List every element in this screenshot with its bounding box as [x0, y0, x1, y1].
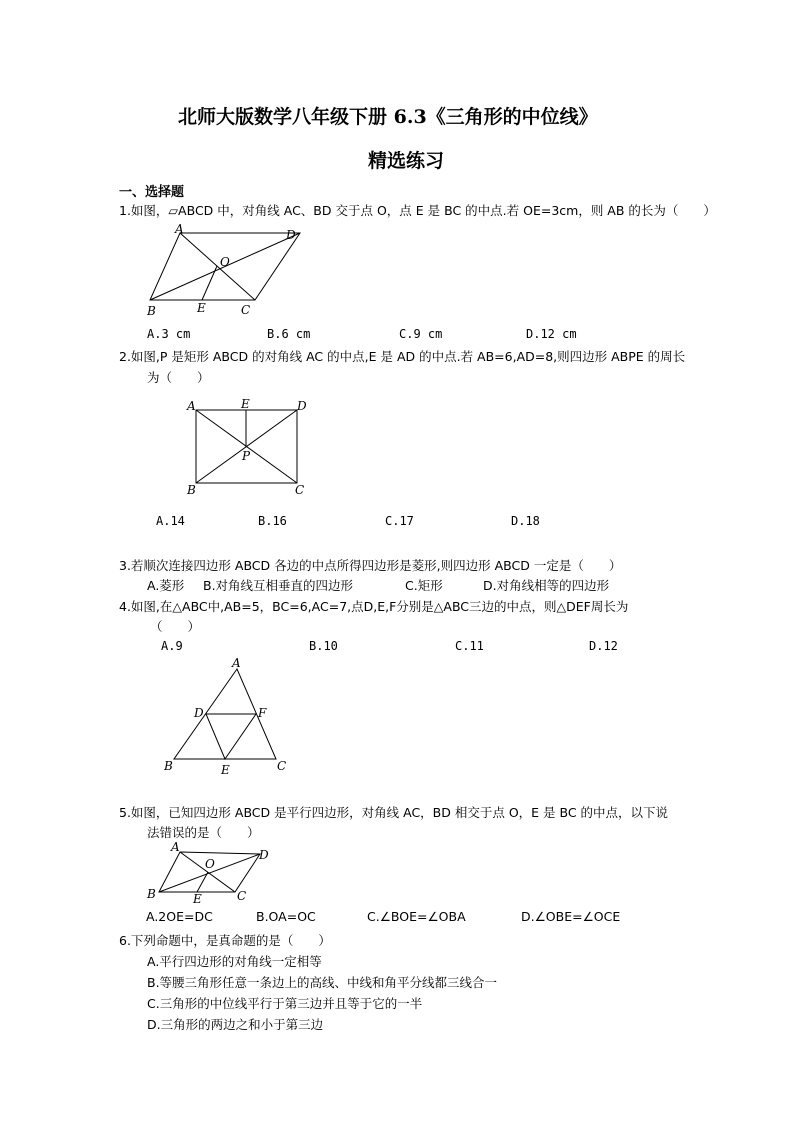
q4-option-d: D.12	[589, 639, 618, 653]
question-5-stem-line-2: 法错误的是（ ）	[147, 825, 260, 840]
label-f: F	[258, 706, 267, 720]
label-o: O	[220, 255, 230, 269]
label-b: B	[147, 304, 156, 318]
q2-option-c: C.17	[385, 514, 414, 528]
diagonal-ac	[180, 233, 255, 300]
q6-option-b: B.等腰三角形任意一条边上的高线、中线和角平分线都三线合一	[147, 975, 498, 990]
q5-option-c: C.∠BOE=∠OBA	[367, 909, 466, 924]
label-e: E	[193, 892, 202, 906]
question-2-stem-line-1: 2.如图,P 是矩形 ABCD 的对角线 AC 的中点,E 是 AD 的中点.若 AB=6,AD=8,则四边形 ABPE 的周长	[119, 349, 686, 364]
question-4-stem-line-2: （ ）	[150, 619, 201, 634]
label-d: D	[194, 706, 204, 720]
question-4-figure	[160, 655, 295, 780]
q3-option-a: A.菱形	[147, 578, 185, 593]
q5-option-b: B.OA=OC	[256, 909, 316, 924]
q4-option-c: C.11	[455, 639, 484, 653]
label-e: E	[221, 763, 230, 777]
question-5-stem-line-1: 5.如图，已知四边形 ABCD 是平行四边形，对角线 AC，BD 相交于点 O，E 是 BC 的中点，以下说	[119, 805, 669, 820]
q1-option-d: D.12 cm	[526, 327, 577, 341]
triangle-def	[206, 714, 256, 759]
segment-oe	[197, 872, 208, 892]
label-a: A	[187, 399, 196, 413]
q3-option-d: D.对角线相等的四边形	[483, 578, 610, 593]
q5-option-a: A.2OE=DC	[146, 909, 213, 924]
label-p: P	[242, 449, 251, 463]
label-c: C	[237, 889, 247, 903]
label-a: A	[232, 656, 241, 670]
q1-option-a: A.3 cm	[147, 327, 191, 341]
page-subtitle: 精选练习	[368, 150, 445, 172]
label-e: E	[197, 301, 206, 315]
q5-option-d: D.∠OBE=∠OCE	[521, 909, 621, 924]
label-a: A	[175, 222, 184, 236]
q6-option-c: C.三角形的中位线平行于第三边并且等于它的一半	[147, 996, 423, 1011]
label-b: B	[147, 887, 156, 901]
q1-option-c: C.9 cm	[399, 327, 443, 341]
q1-option-b: B.6 cm	[267, 327, 311, 341]
q2-option-d: D.18	[511, 514, 540, 528]
q3-option-c: C.矩形	[405, 578, 443, 593]
q6-option-a: A.平行四边形的对角线一定相等	[147, 954, 322, 969]
question-2-figure	[185, 398, 310, 498]
q4-option-a: A.9	[161, 639, 183, 653]
question-2-stem-line-2: 为（ ）	[147, 370, 210, 385]
q2-option-b: B.16	[258, 514, 287, 528]
label-d: D	[297, 399, 307, 413]
question-5-figure	[145, 840, 275, 908]
question-1-stem: 1.如图，▱ABCD 中，对角线 AC、BD 交于点 O，点 E 是 BC 的中点.若 OE=3cm，则 AB 的长为（ ）	[119, 203, 716, 218]
label-b: B	[164, 759, 173, 773]
question-1-figure	[145, 222, 305, 320]
label-e: E	[241, 397, 250, 411]
segment-oe	[202, 266, 217, 300]
label-d: D	[259, 848, 269, 862]
label-c: C	[277, 759, 287, 773]
section-heading: 一、选择题	[119, 185, 185, 200]
label-a: A	[171, 840, 180, 854]
question-4-stem-line-1: 4.如图,在△ABC中,AB=5，BC=6,AC=7,点D,E,F分别是△ABC三边的中点，则△DEF周长为	[119, 599, 629, 614]
q2-option-a: A.14	[156, 514, 185, 528]
label-c: C	[241, 303, 251, 317]
q3-option-b: B.对角线互相垂直的四边形	[203, 578, 354, 593]
page-title: 北师大版数学八年级下册 6.3《三角形的中位线》	[178, 106, 598, 128]
label-o: O	[205, 857, 215, 871]
question-3-stem: 3.若顺次连接四边形 ABCD 各边的中点所得四边形是菱形,则四边形 ABCD 一定是（ ）	[119, 558, 622, 573]
q4-option-b: B.10	[309, 639, 338, 653]
label-d: D	[286, 228, 296, 242]
label-c: C	[295, 483, 305, 497]
q6-option-d: D.三角形的两边之和小于第三边	[147, 1017, 324, 1032]
question-6-stem: 6.下列命题中，是真命题的是（ ）	[119, 933, 331, 948]
label-b: B	[187, 483, 196, 497]
